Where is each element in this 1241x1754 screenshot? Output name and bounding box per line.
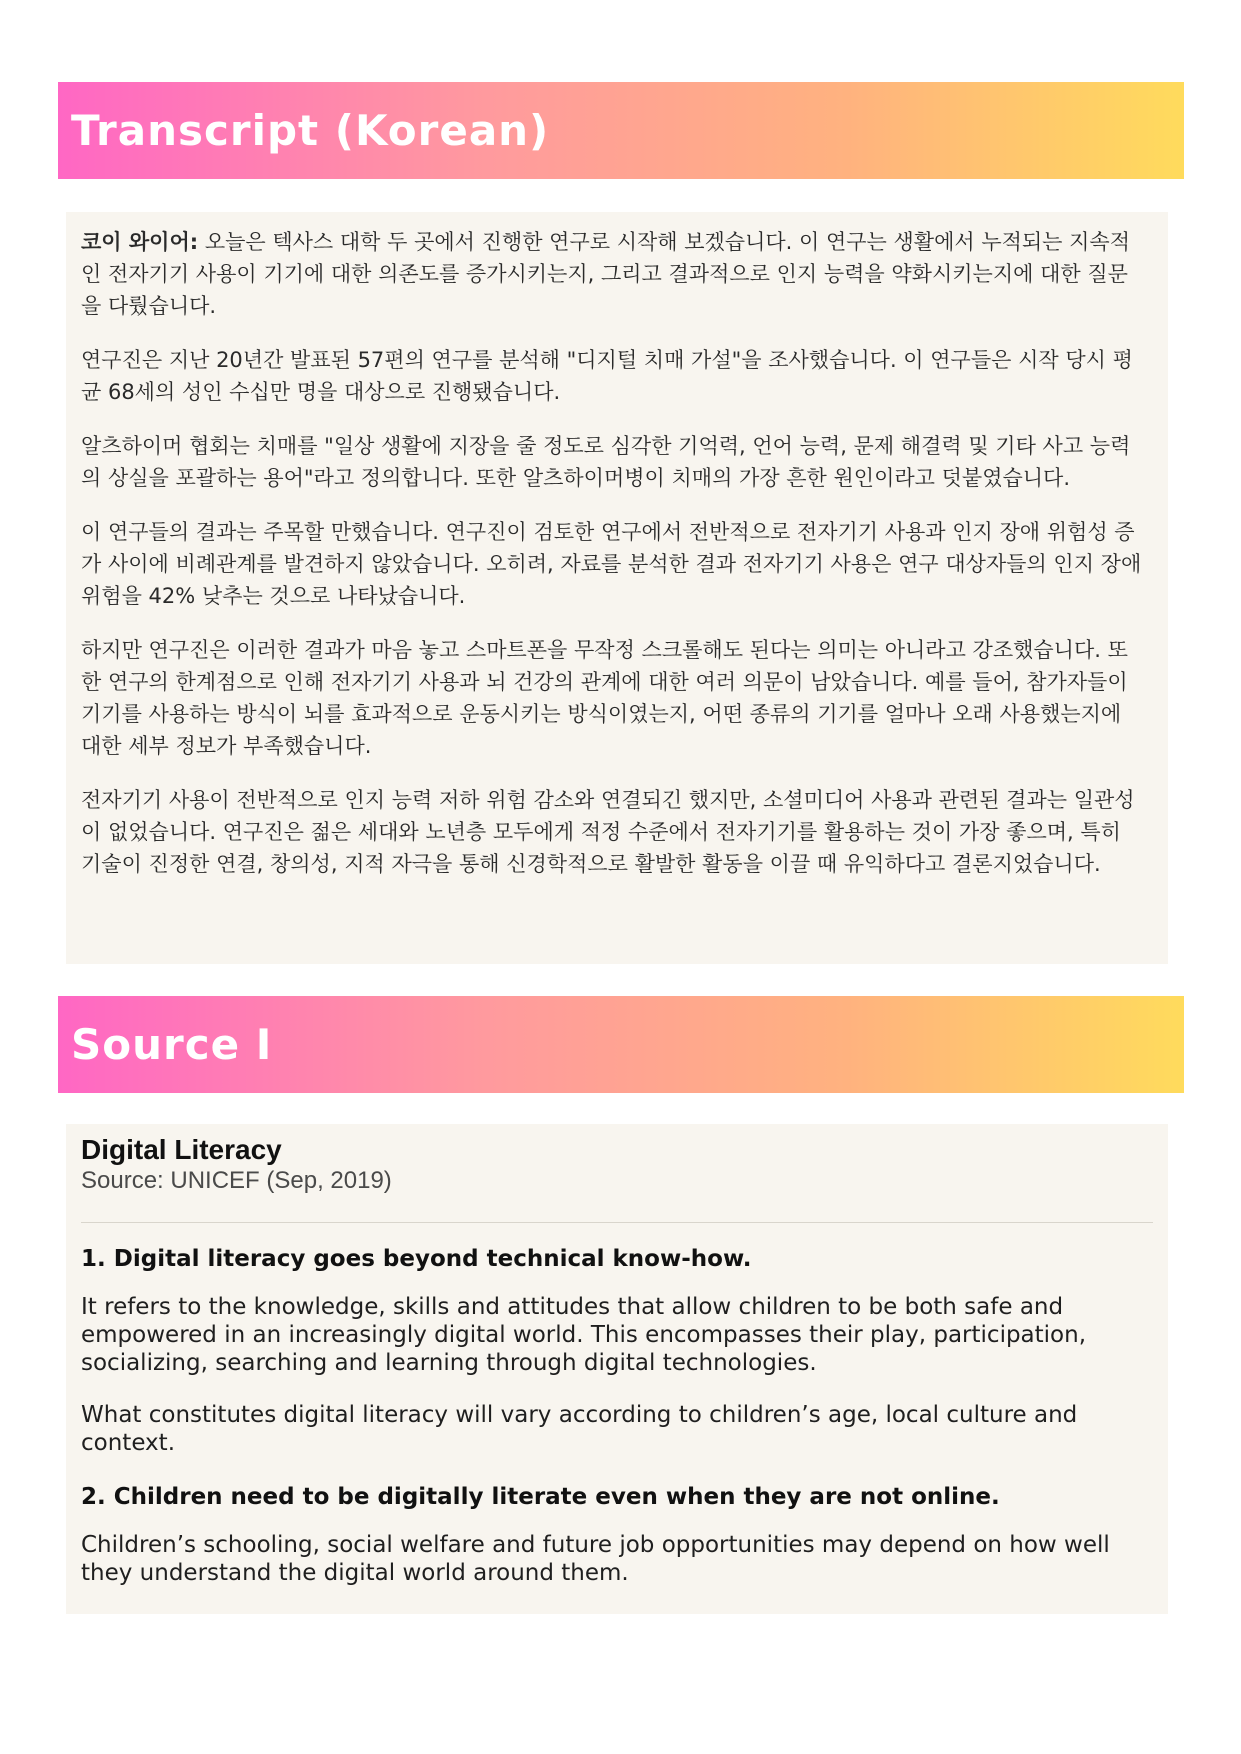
transcript-panel: [66, 212, 1168, 964]
point-heading: 2. Children need to be digitally literate even when they are not online.: [81, 1484, 1000, 1510]
source-panel: [66, 1124, 1168, 1614]
transcript-paragraph: [81, 226, 1146, 322]
source-citation: Source: UNICEF (Sep, 2019): [81, 1167, 392, 1194]
transcript-paragraph: 알츠하이머 협회는 치매를 "일상 생활에 지장을 줄 정도로 심각한 기억력, 언어 능력, 문제 해결력 및 기타 사고 능력의 상실을 포괄하는 용어"라고 정의합니다. 또한 알츠하이머병이 치매의 가장 흔한 원인이라고 덧붙였습니다.: [81, 434, 1131, 490]
point-paragraph: It refers to the knowledge, skills and attitudes that allow children to be both safe and empowered in an increasingly digital world. This encompasses their play, participation, socializing, searching and learning through digital technologies.: [81, 1294, 1087, 1376]
point-heading: 1. Digital literacy goes beyond technical know-how.: [81, 1246, 752, 1272]
transcript-paragraph-text: 오늘은 텍사스 대학 두 곳에서 진행한 연구로 시작해 보겠습니다. 이 연구는 생활에서 누적되는 지속적인 전자기기 사용이 기기에 대한 의존도를 증가시키는지, 그리고 결과적으로 인지 능력을 약화시키는지에 대한 질문을 다뤘습니다.: [81, 230, 1131, 318]
point-paragraph: Children’s schooling, social welfare and future job opportunities may depend on how well they understand the digital world around them.: [81, 1532, 1110, 1586]
source-title: Digital Literacy: [81, 1134, 282, 1165]
transcript-banner: [58, 82, 1184, 179]
divider: [81, 1222, 1153, 1223]
transcript-paragraph: 연구진은 지난 20년간 발표된 57편의 연구를 분석해 "디지털 치매 가설"을 조사했습니다. 이 연구들은 시작 당시 평균 68세의 성인 수십만 명을 대상으로 진행됐습니다.: [81, 348, 1133, 404]
point-paragraph: What constitutes digital literacy will vary according to children’s age, local culture and context.: [81, 1402, 1078, 1456]
transcript-paragraph: 하지만 연구진은 이러한 결과가 마음 놓고 스마트폰을 무작정 스크롤해도 된다는 의미는 아니라고 강조했습니다. 또한 연구의 한계점으로 인해 전자기기 사용과 뇌 건강의 관계에 대한 여러 의문이 남았습니다. 예를 들어, 참가자들이 기기를 사용하는 방식이 뇌를 효과적으로 운동시키는 방식이였는지, 어떤 종류의 기기를 얼마나 오래 사용했는지에 대한 세부 정보가 부족했습니다.: [81, 638, 1128, 758]
transcript-paragraph: 전자기기 사용이 전반적으로 인지 능력 저하 위험 감소와 연결되긴 했지만, 소셜미디어 사용과 관련된 결과는 일관성이 없었습니다. 연구진은 젊은 세대와 노년층 모두에게 적정 수준에서 전자기기를 활용하는 것이 가장 좋으며, 특히 기술이 진정한 연결, 창의성, 지적 자극을 통해 신경학적으로 활발한 활동을 이끌 때 유익하다고 결론지었습니다.: [81, 788, 1135, 876]
source-banner: [58, 996, 1184, 1093]
transcript-paragraph: 이 연구들의 결과는 주목할 만했습니다. 연구진이 검토한 연구에서 전반적으로 전자기기 사용과 인지 장애 위험성 증가 사이에 비례관계를 발견하지 않았습니다. 오히려, 자료를 분석한 결과 전자기기 사용은 연구 대상자들의 인지 장애 위험을 42% 낮추는 것으로 나타났습니다.: [81, 520, 1142, 608]
transcript-heading: Transcript (Korean): [71, 106, 550, 155]
speaker-name: 코이 와이어:: [81, 230, 199, 254]
source-heading: Source I: [71, 1020, 273, 1069]
